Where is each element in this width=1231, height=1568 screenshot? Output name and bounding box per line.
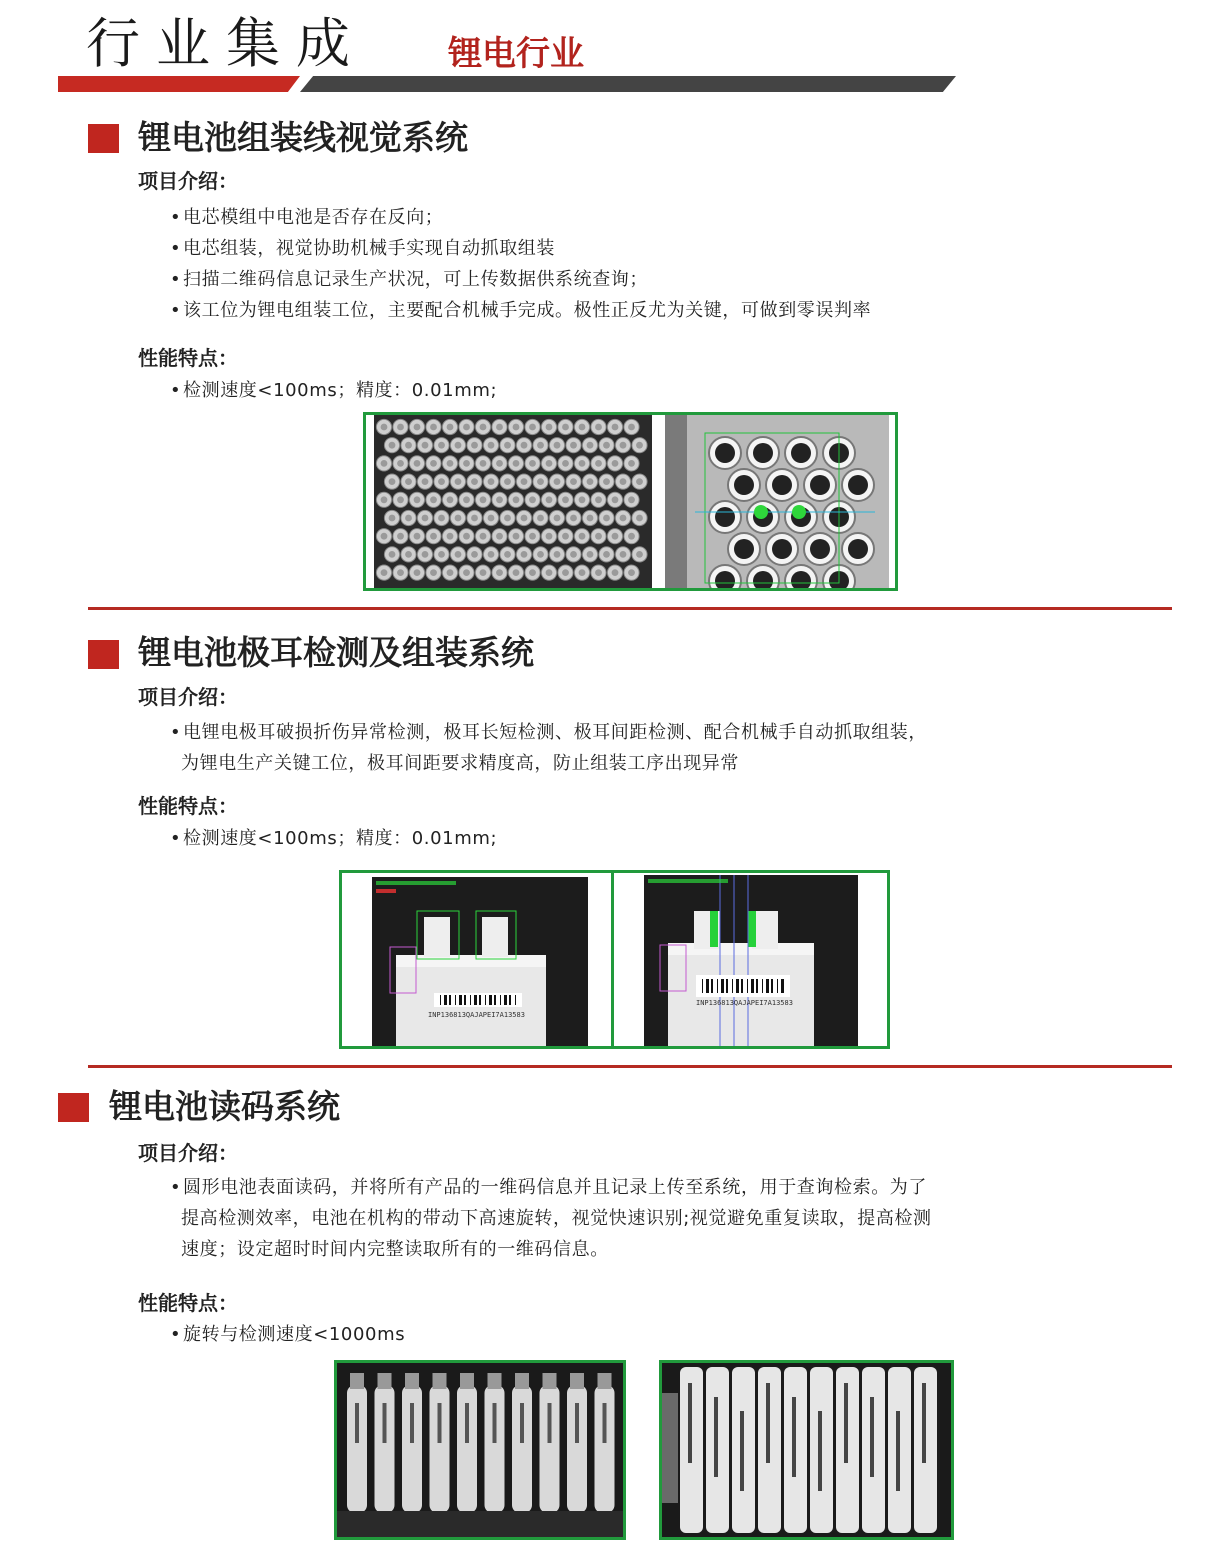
battery-cell-center bbox=[595, 496, 602, 503]
battery-cell-center bbox=[603, 551, 610, 558]
battery-cell-center bbox=[554, 478, 561, 485]
battery-holder-image bbox=[665, 415, 889, 588]
barcode-bar bbox=[455, 995, 456, 1005]
battery-cell-center bbox=[595, 460, 602, 467]
battery-cell-center bbox=[414, 424, 421, 431]
battery-cell-center bbox=[455, 442, 462, 449]
barcode-bar bbox=[702, 979, 703, 993]
intro-label: 项目介绍： bbox=[138, 685, 238, 709]
battery-cell-center bbox=[405, 515, 412, 522]
battery-cell-center bbox=[546, 460, 553, 467]
battery-cell-center bbox=[496, 460, 503, 467]
battery-cell-center bbox=[636, 551, 643, 558]
battery-cell-center bbox=[488, 478, 495, 485]
page-subtitle: 锂电行业 bbox=[448, 34, 584, 74]
battery-cell-center bbox=[587, 478, 594, 485]
intro-label: 项目介绍： bbox=[138, 169, 238, 193]
image-frame bbox=[334, 1360, 626, 1540]
battery-cell-center bbox=[537, 551, 544, 558]
battery-cell-center bbox=[529, 424, 536, 431]
barcode-bar bbox=[509, 995, 511, 1005]
battery-cell-center bbox=[430, 533, 437, 540]
barcode-bar bbox=[762, 979, 763, 993]
battery-cell-center bbox=[488, 442, 495, 449]
barcode-bar bbox=[489, 995, 492, 1005]
cylinder-barcode bbox=[896, 1411, 900, 1491]
holder-slot bbox=[734, 539, 754, 559]
battery-cell-center bbox=[447, 496, 454, 503]
cylinder-barcode bbox=[818, 1411, 822, 1491]
battery-cell-center bbox=[595, 424, 602, 431]
battery-cell-center bbox=[480, 424, 487, 431]
cylinder-barcode bbox=[688, 1383, 692, 1463]
battery-cell-center bbox=[504, 478, 511, 485]
battery-cell-center bbox=[381, 460, 388, 467]
holder-slot bbox=[772, 539, 792, 559]
holder-slot bbox=[791, 443, 811, 463]
perf-line: • 检测速度<100ms；精度：0.01mm; bbox=[183, 827, 497, 851]
battery-cell-center bbox=[521, 551, 528, 558]
battery-cell-center bbox=[612, 496, 619, 503]
battery-cell-center bbox=[422, 515, 429, 522]
holder-slot bbox=[810, 475, 830, 495]
battery-cell-center bbox=[471, 551, 478, 558]
barcode-bar bbox=[726, 979, 728, 993]
battery-cell-center bbox=[521, 515, 528, 522]
section-divider bbox=[88, 607, 1172, 610]
section-title: 锂电池极耳检测及组装系统 bbox=[138, 633, 534, 672]
battery-cell-center bbox=[612, 460, 619, 467]
battery-cell-center bbox=[529, 533, 536, 540]
battery-cell-center bbox=[636, 515, 643, 522]
image-frame bbox=[339, 870, 615, 1049]
battery-cell-center bbox=[513, 569, 520, 576]
cylinder-barcode bbox=[410, 1403, 414, 1443]
barcode-bar bbox=[717, 979, 718, 993]
battery-cell-center bbox=[513, 460, 520, 467]
battery-cell-center bbox=[471, 442, 478, 449]
cylindrical-battery-image-1 bbox=[337, 1363, 623, 1537]
header-bar-red bbox=[58, 76, 300, 92]
battery-cell-center bbox=[480, 496, 487, 503]
battery-cell-center bbox=[488, 551, 495, 558]
barcode-bar bbox=[479, 995, 481, 1005]
holder-slot bbox=[848, 539, 868, 559]
battery-holder-graphic bbox=[665, 415, 889, 588]
battery-cell-center bbox=[422, 442, 429, 449]
battery-cell-center bbox=[397, 424, 404, 431]
battery-cell-center bbox=[414, 460, 421, 467]
cylinder-cap bbox=[570, 1373, 584, 1389]
battery-cell-center bbox=[628, 424, 635, 431]
battery-cell-center bbox=[496, 533, 503, 540]
cylinder-barcode bbox=[714, 1397, 718, 1477]
battery-cell-center bbox=[620, 442, 627, 449]
cylinder-barcode bbox=[520, 1403, 524, 1443]
battery-cell-center bbox=[438, 442, 445, 449]
battery-cell-center bbox=[529, 460, 536, 467]
battery-cell-center bbox=[587, 515, 594, 522]
battery-cell-center bbox=[529, 496, 536, 503]
battery-cell-center bbox=[397, 496, 404, 503]
barcode-bar bbox=[464, 995, 466, 1005]
barcode-bar bbox=[736, 979, 739, 993]
intro-line: • 电芯模组中电池是否存在反向； bbox=[183, 206, 443, 230]
battery-cell-center bbox=[546, 533, 553, 540]
barcode-bar bbox=[500, 995, 501, 1005]
tab-inspection-image-2 bbox=[644, 875, 858, 1046]
barcode-bar bbox=[756, 979, 758, 993]
battery-cell-center bbox=[389, 442, 396, 449]
image-frame bbox=[611, 870, 890, 1049]
barcode-bar bbox=[777, 979, 778, 993]
cylindrical-battery-image-2 bbox=[662, 1363, 951, 1537]
battery-cell-center bbox=[529, 569, 536, 576]
battery-cell-center bbox=[554, 515, 561, 522]
battery-cell-center bbox=[636, 478, 643, 485]
battery-cell-center bbox=[381, 496, 388, 503]
barcode-bar bbox=[504, 995, 507, 1005]
section-divider bbox=[88, 1065, 1172, 1068]
barcode-text: INP136813QAJAPEI7A13583 bbox=[696, 999, 793, 1007]
battery-cell-center bbox=[447, 460, 454, 467]
cylinder-barcode bbox=[766, 1383, 770, 1463]
intro-line: 为锂电生产关键工位，极耳间距要求精度高，防止组装工序出现异常 bbox=[181, 753, 739, 774]
battery-cell-center bbox=[537, 478, 544, 485]
perf-label: 性能特点： bbox=[138, 1291, 238, 1315]
battery-cell-center bbox=[513, 533, 520, 540]
battery-cell-center bbox=[405, 551, 412, 558]
battery-cell-center bbox=[554, 442, 561, 449]
battery-cell-center bbox=[620, 478, 627, 485]
battery-cell-center bbox=[570, 442, 577, 449]
barcode-bar bbox=[470, 995, 471, 1005]
battery-cell-center bbox=[562, 424, 569, 431]
battery-cell-center bbox=[595, 533, 602, 540]
battery-cell-center bbox=[381, 533, 388, 540]
perf-line: • 旋转与检测速度<1000ms bbox=[183, 1323, 405, 1347]
battery-cell-center bbox=[405, 442, 412, 449]
battery-cell-center bbox=[579, 569, 586, 576]
barcode-bar bbox=[706, 979, 709, 993]
cylinder-barcode bbox=[355, 1403, 359, 1443]
battery-cell-center bbox=[455, 478, 462, 485]
barcode-bar bbox=[741, 979, 743, 993]
battery-cell-center bbox=[447, 569, 454, 576]
battery-cell-center bbox=[397, 460, 404, 467]
cylindrical-battery-graphic-1 bbox=[337, 1363, 623, 1537]
barcode-bar bbox=[771, 979, 773, 993]
battery-cell-center bbox=[447, 533, 454, 540]
battery-cell-center bbox=[570, 478, 577, 485]
section-marker bbox=[58, 1093, 89, 1122]
battery-cell-center bbox=[430, 460, 437, 467]
cylinder-barcode bbox=[438, 1403, 442, 1443]
barcode-bar bbox=[747, 979, 748, 993]
cylinder-barcode bbox=[792, 1397, 796, 1477]
intro-line: • 扫描二维码信息记录生产状况，可上传数据供系统查询； bbox=[183, 268, 648, 292]
cylinder-barcode bbox=[493, 1403, 497, 1443]
battery-cell-center bbox=[438, 478, 445, 485]
battery-cell-center bbox=[471, 515, 478, 522]
battery-cell-center bbox=[389, 515, 396, 522]
cylinder-barcode bbox=[383, 1403, 387, 1443]
battery-cell-center bbox=[438, 551, 445, 558]
battery-cell-center bbox=[463, 496, 470, 503]
barcode-bar bbox=[440, 995, 441, 1005]
holder-slot bbox=[715, 507, 735, 527]
battery-cell-center bbox=[488, 515, 495, 522]
battery-grid-image bbox=[374, 415, 652, 588]
cylinder-barcode bbox=[740, 1411, 744, 1491]
barcode-bar bbox=[781, 979, 784, 993]
battery-cell-center bbox=[430, 569, 437, 576]
cylinder-cap bbox=[378, 1373, 392, 1389]
barcode-bar bbox=[494, 995, 496, 1005]
battery-cell-center bbox=[562, 569, 569, 576]
barcode-bar bbox=[732, 979, 733, 993]
intro-line: • 电芯组装，视觉协助机械手实现自动抓取组装 bbox=[183, 237, 555, 261]
battery-cell-center bbox=[414, 569, 421, 576]
cylinder-cap bbox=[543, 1373, 557, 1389]
holder-slot bbox=[810, 539, 830, 559]
battery-cell-center bbox=[471, 478, 478, 485]
holder-slot bbox=[772, 475, 792, 495]
battery-cell-center bbox=[521, 478, 528, 485]
tab-inspection-image-1 bbox=[372, 877, 588, 1046]
battery-cell-center bbox=[537, 442, 544, 449]
barcode-bar bbox=[474, 995, 477, 1005]
barcode-bar bbox=[444, 995, 447, 1005]
cylinder-cap bbox=[405, 1373, 419, 1389]
intro-line: 提高检测效率，电池在机构的带动下高速旋转，视觉快速识别;视觉避免重复读取，提高检测 bbox=[181, 1208, 932, 1229]
battery-cell-center bbox=[422, 551, 429, 558]
image-frame bbox=[363, 412, 898, 591]
battery-cell-center bbox=[504, 551, 511, 558]
battery-cell-center bbox=[579, 533, 586, 540]
battery-cell-center bbox=[504, 442, 511, 449]
section-title: 锂电池读码系统 bbox=[109, 1087, 340, 1126]
battery-cell-center bbox=[504, 515, 511, 522]
battery-cell-center bbox=[546, 496, 553, 503]
battery-cell-center bbox=[463, 533, 470, 540]
battery-cell-center bbox=[562, 460, 569, 467]
intro-line: • 圆形电池表面读码，并将所有产品的一维码信息并且记录上传至系统，用于查询检索。为了 bbox=[183, 1176, 927, 1200]
battery-cell-center bbox=[612, 424, 619, 431]
barcode-bar bbox=[449, 995, 451, 1005]
battery-cell-center bbox=[612, 533, 619, 540]
battery-cell-center bbox=[628, 569, 635, 576]
battery-cell-center bbox=[562, 533, 569, 540]
battery-cell-center bbox=[381, 424, 388, 431]
battery-cell-center bbox=[414, 533, 421, 540]
cylinder-barcode bbox=[465, 1403, 469, 1443]
barcode-bar bbox=[515, 995, 516, 1005]
tab-inspection-graphic-1 bbox=[372, 877, 588, 1046]
battery-cell-center bbox=[562, 496, 569, 503]
battery-grid-graphic bbox=[374, 415, 652, 588]
battery-cell-center bbox=[430, 424, 437, 431]
barcode-bar bbox=[751, 979, 754, 993]
battery-cell-center bbox=[455, 515, 462, 522]
barcode-bar bbox=[721, 979, 724, 993]
image-frame bbox=[659, 1360, 954, 1540]
battery-cell-center bbox=[587, 442, 594, 449]
battery-cell-center bbox=[480, 533, 487, 540]
battery-cell-center bbox=[603, 442, 610, 449]
cylindrical-battery-graphic-2 bbox=[662, 1363, 951, 1537]
section-marker bbox=[88, 124, 119, 153]
cylinder-barcode bbox=[548, 1403, 552, 1443]
perf-label: 性能特点： bbox=[138, 346, 238, 370]
battery-cell-center bbox=[438, 515, 445, 522]
cylinder-barcode bbox=[575, 1403, 579, 1443]
holder-slot bbox=[848, 475, 868, 495]
cylinder-barcode bbox=[603, 1403, 607, 1443]
holder-slot bbox=[734, 475, 754, 495]
battery-cell-center bbox=[628, 533, 635, 540]
battery-cell-center bbox=[397, 569, 404, 576]
cylinder-cap bbox=[460, 1373, 474, 1389]
battery-cell-center bbox=[579, 496, 586, 503]
battery-cell-center bbox=[455, 551, 462, 558]
holder-slot bbox=[715, 443, 735, 463]
battery-cell-center bbox=[570, 551, 577, 558]
perf-label: 性能特点： bbox=[138, 794, 238, 818]
battery-cell-center bbox=[620, 551, 627, 558]
battery-cell-center bbox=[570, 515, 577, 522]
battery-cell-center bbox=[397, 533, 404, 540]
battery-cell-center bbox=[537, 515, 544, 522]
battery-cell-center bbox=[554, 551, 561, 558]
battery-cell-center bbox=[496, 569, 503, 576]
barcode-bar bbox=[711, 979, 713, 993]
battery-cell-center bbox=[463, 424, 470, 431]
barcode-bar bbox=[766, 979, 769, 993]
battery-cell-center bbox=[595, 569, 602, 576]
battery-cell-center bbox=[546, 569, 553, 576]
battery-cell-center bbox=[513, 496, 520, 503]
cylinder-cap bbox=[598, 1373, 612, 1389]
page-title: 行业集成 bbox=[86, 12, 366, 75]
barcode-bar bbox=[459, 995, 462, 1005]
battery-cell-center bbox=[381, 569, 388, 576]
battery-cell-center bbox=[513, 424, 520, 431]
cylinder-barcode bbox=[844, 1383, 848, 1463]
battery-cell-center bbox=[628, 496, 635, 503]
battery-cell-center bbox=[521, 442, 528, 449]
battery-cell-center bbox=[389, 551, 396, 558]
barcode-text: INP136813QAJAPEI7A13583 bbox=[428, 1011, 525, 1019]
battery-cell-center bbox=[612, 569, 619, 576]
intro-label: 项目介绍： bbox=[138, 1141, 238, 1165]
battery-cell-center bbox=[587, 551, 594, 558]
cylinder-barcode bbox=[922, 1383, 926, 1463]
battery-cell-center bbox=[480, 460, 487, 467]
battery-cell-center bbox=[463, 460, 470, 467]
holder-slot bbox=[753, 443, 773, 463]
section-marker bbox=[88, 640, 119, 669]
battery-cell-center bbox=[447, 424, 454, 431]
battery-cell-center bbox=[546, 424, 553, 431]
battery-cell-center bbox=[579, 424, 586, 431]
intro-line: • 该工位为锂电组装工位，主要配合机械手完成。极性正反尤为关键，可做到零误判率 bbox=[183, 299, 871, 323]
header-bar-gray bbox=[300, 76, 956, 92]
battery-cell-center bbox=[636, 442, 643, 449]
barcode-bar bbox=[485, 995, 486, 1005]
battery-cell-center bbox=[430, 496, 437, 503]
battery-cell-center bbox=[463, 569, 470, 576]
battery-cell-center bbox=[620, 515, 627, 522]
section-title: 锂电池组装线视觉系统 bbox=[138, 118, 468, 157]
intro-line: • 电锂电极耳破损折伤异常检测，极耳长短检测、极耳间距检测、配合机械手自动抓取组装， bbox=[183, 721, 927, 745]
perf-line: • 检测速度<100ms；精度：0.01mm; bbox=[183, 379, 497, 403]
cylinder-barcode bbox=[870, 1397, 874, 1477]
battery-cell-center bbox=[414, 496, 421, 503]
battery-cell-center bbox=[603, 478, 610, 485]
battery-cell-center bbox=[628, 460, 635, 467]
tab-inspection-graphic-2 bbox=[644, 875, 858, 1046]
cylinder-cap bbox=[433, 1373, 447, 1389]
battery-cell-center bbox=[603, 515, 610, 522]
battery-cell-center bbox=[579, 460, 586, 467]
cylinder-cap bbox=[350, 1373, 364, 1389]
battery-cell-center bbox=[389, 478, 396, 485]
cylinder-cap bbox=[515, 1373, 529, 1389]
battery-cell-center bbox=[422, 478, 429, 485]
battery-cell-center bbox=[480, 569, 487, 576]
intro-line: 速度；设定超时时间内完整读取所有的一维码信息。 bbox=[181, 1239, 609, 1260]
cylinder-cap bbox=[488, 1373, 502, 1389]
battery-cell-center bbox=[496, 424, 503, 431]
battery-cell-center bbox=[496, 496, 503, 503]
battery-cell-center bbox=[405, 478, 412, 485]
